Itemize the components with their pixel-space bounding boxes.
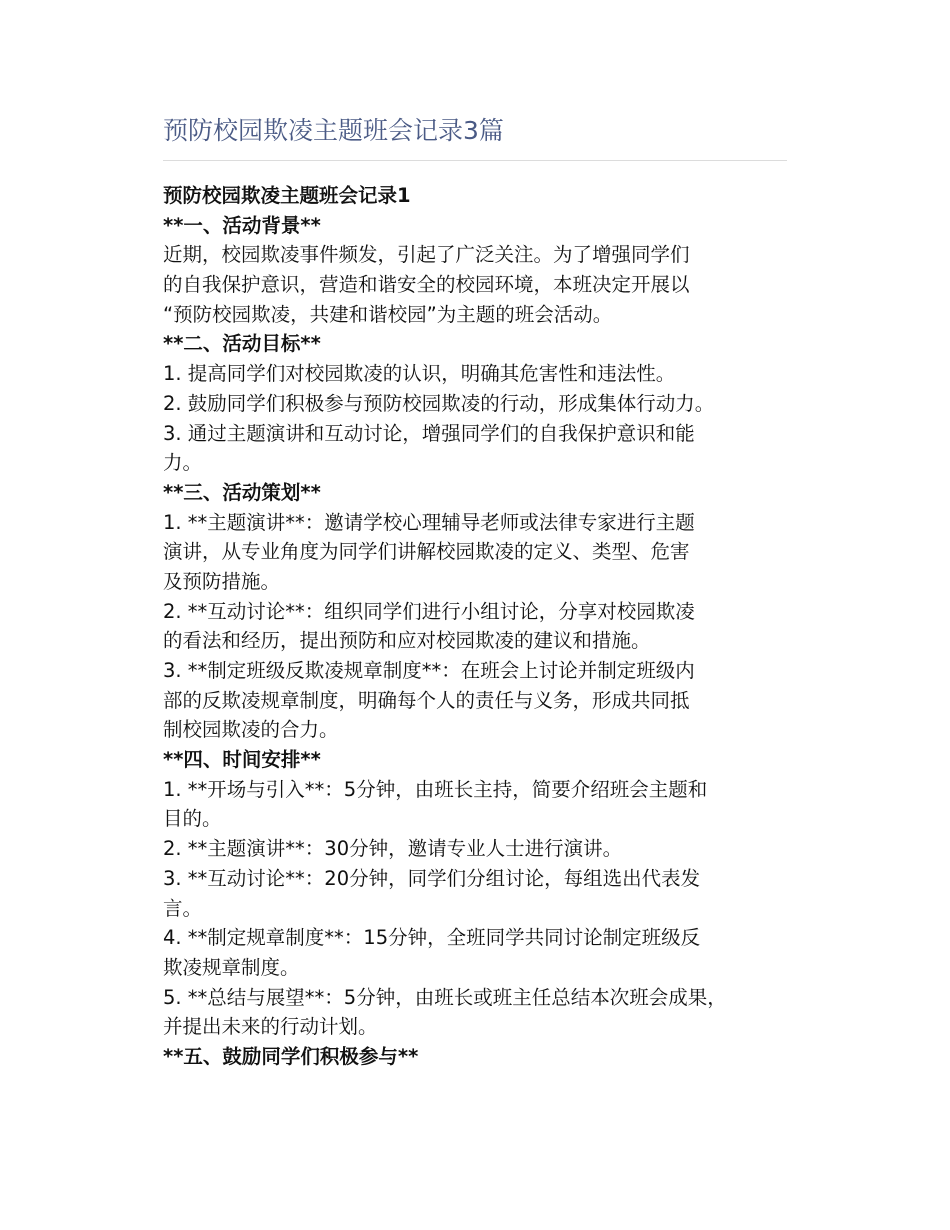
body-text-line: 1. **主题演讲**：邀请学校心理辅导老师或法律专家进行主题 (163, 510, 695, 534)
section-heading: **二、活动目标** (163, 332, 321, 356)
body-text-line: 2. 鼓励同学们积极参与预防校园欺凌的行动，形成集体行动力。 (163, 391, 715, 415)
body-text-line: 的看法和经历，提出预防和应对校园欺凌的建议和措施。 (163, 629, 651, 653)
section-heading: **三、活动策划** (163, 480, 321, 504)
section-heading: **五、鼓励同学们积极参与** (163, 1044, 419, 1068)
body-text-line: 近期，校园欺凌事件频发，引起了广泛关注。为了增强同学们 (163, 243, 690, 267)
body-text-line: 言。 (163, 896, 203, 920)
body-text-line: 4. **制定规章制度**：15分钟，全班同学共同讨论制定班级反 (163, 926, 701, 950)
body-text-line: “预防校园欺凌，共建和谐校园”为主题的班会活动。 (163, 302, 613, 326)
body-text-line: 制校园欺凌的合力。 (163, 718, 339, 742)
body-text-line: 3. **互动讨论**：20分钟，同学们分组讨论，每组选出代表发 (163, 866, 701, 890)
body-text-line: 演讲，从专业角度为同学们讲解校园欺凌的定义、类型、危害 (163, 540, 690, 564)
section-heading: **四、时间安排** (163, 748, 321, 772)
body-text-line: 欺凌规章制度。 (163, 955, 300, 979)
body-text-line: 1. **开场与引入**：5分钟，由班长主持，简要介绍班会主题和 (163, 777, 708, 801)
section-heading: 预防校园欺凌主题班会记录1 (163, 184, 411, 207)
body-text-line: 2. **互动讨论**：组织同学们进行小组讨论，分享对校园欺凌 (163, 599, 695, 623)
body-text-line: 及预防措施。 (163, 569, 281, 593)
section-heading: **一、活动背景** (163, 213, 321, 237)
body-text-line: 1. 提高同学们对校园欺凌的认识，明确其危害性和违法性。 (163, 362, 676, 386)
document-body (163, 181, 803, 1072)
body-text-line: 并提出未来的行动计划。 (163, 1015, 378, 1039)
body-text-line: 力。 (163, 451, 203, 475)
body-text-line: 5. **总结与展望**：5分钟，由班长或班主任总结本次班会成果， (163, 985, 727, 1009)
body-text-line: 3. **制定班级反欺凌规章制度**：在班会上讨论并制定班级内 (163, 659, 695, 682)
body-text-line: 部的反欺凌规章制度，明确每个人的责任与义务，形成共同抵 (163, 688, 690, 712)
body-text-line: 目的。 (163, 807, 222, 831)
title-divider (163, 160, 787, 161)
body-text-line: 3. 通过主题演讲和互动讨论，增强同学们的自我保护意识和能 (163, 421, 695, 445)
body-text-line: 2. **主题演讲**：30分钟，邀请专业人士进行演讲。 (163, 837, 623, 861)
document-title: 预防校园欺凌主题班会记录3篇 (163, 116, 504, 145)
body-text-line: 的自我保护意识，营造和谐安全的校园环境，本班决定开展以 (163, 273, 690, 297)
